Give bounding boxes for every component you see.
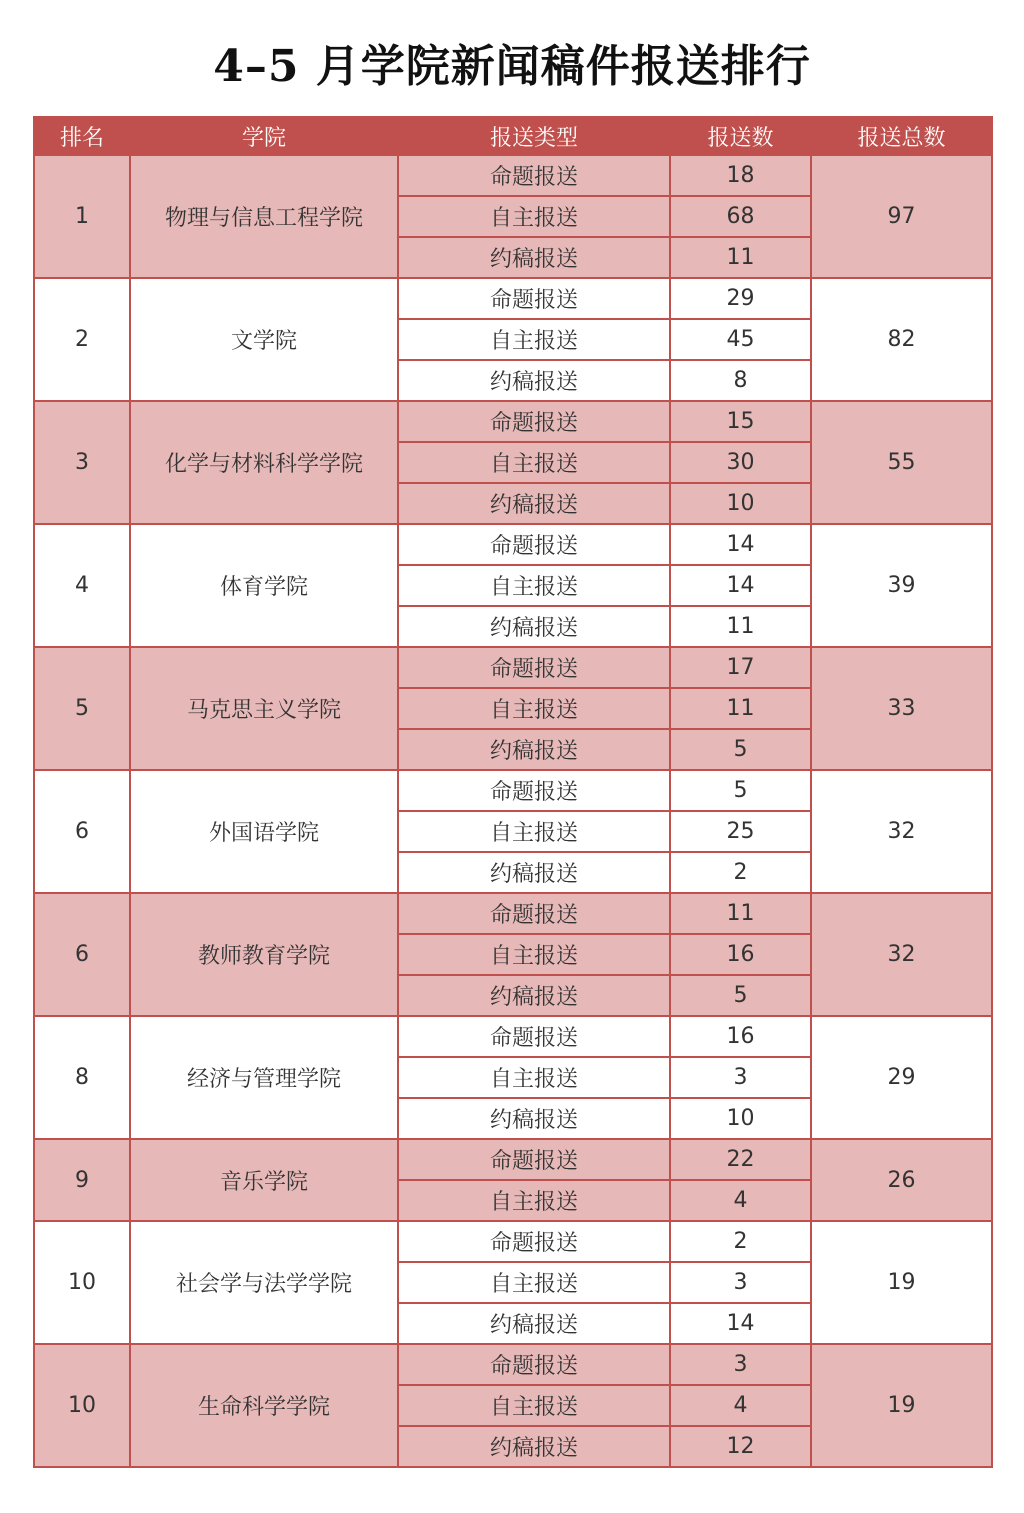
report-count-cell: 2 [670, 852, 811, 893]
report-type-cell: 约稿报送 [398, 729, 670, 770]
college-cell: 教师教育学院 [130, 893, 398, 1016]
report-type-cell: 命题报送 [398, 647, 670, 688]
report-count-cell: 14 [670, 1303, 811, 1344]
college-cell: 文学院 [130, 278, 398, 401]
report-count-cell: 4 [670, 1385, 811, 1426]
report-count-cell: 16 [670, 1016, 811, 1057]
college-cell: 马克思主义学院 [130, 647, 398, 770]
table-row [34, 524, 992, 565]
table-row [34, 278, 992, 319]
report-count-cell: 17 [670, 647, 811, 688]
report-count-cell: 5 [670, 729, 811, 770]
report-type-cell: 命题报送 [398, 524, 670, 565]
report-type-cell: 命题报送 [398, 1344, 670, 1385]
report-count-cell: 16 [670, 934, 811, 975]
report-type-cell: 自主报送 [398, 1057, 670, 1098]
report-count-cell: 4 [670, 1180, 811, 1221]
total-cell: 33 [811, 647, 992, 770]
report-count-cell: 8 [670, 360, 811, 401]
report-count-cell: 3 [670, 1057, 811, 1098]
rank-cell: 5 [34, 647, 130, 770]
rank-cell: 6 [34, 770, 130, 893]
report-count-cell: 15 [670, 401, 811, 442]
total-cell: 19 [811, 1221, 992, 1344]
report-type-cell: 约稿报送 [398, 483, 670, 524]
rank-cell: 6 [34, 893, 130, 1016]
report-count-cell: 3 [670, 1262, 811, 1303]
rank-cell: 9 [34, 1139, 130, 1221]
report-type-cell: 自主报送 [398, 319, 670, 360]
report-count-cell: 11 [670, 606, 811, 647]
report-count-cell: 12 [670, 1426, 811, 1467]
report-type-cell: 约稿报送 [398, 360, 670, 401]
report-count-cell: 29 [670, 278, 811, 319]
report-type-cell: 命题报送 [398, 1139, 670, 1180]
report-type-cell: 约稿报送 [398, 852, 670, 893]
total-cell: 29 [811, 1016, 992, 1139]
header-total: 报送总数 [811, 117, 992, 155]
report-count-cell: 5 [670, 975, 811, 1016]
table-row [34, 770, 992, 811]
college-cell: 社会学与法学学院 [130, 1221, 398, 1344]
report-count-cell: 68 [670, 196, 811, 237]
rank-cell: 8 [34, 1016, 130, 1139]
ranking-table [33, 116, 993, 1468]
total-cell: 26 [811, 1139, 992, 1221]
college-cell: 生命科学学院 [130, 1344, 398, 1467]
report-type-cell: 命题报送 [398, 893, 670, 934]
report-type-cell: 约稿报送 [398, 1303, 670, 1344]
report-type-cell: 自主报送 [398, 196, 670, 237]
table-row [34, 893, 992, 934]
report-count-cell: 11 [670, 237, 811, 278]
report-type-cell: 自主报送 [398, 688, 670, 729]
report-type-cell: 自主报送 [398, 565, 670, 606]
rank-cell: 1 [34, 155, 130, 278]
total-cell: 19 [811, 1344, 992, 1467]
rank-cell: 4 [34, 524, 130, 647]
report-count-cell: 22 [670, 1139, 811, 1180]
rank-cell: 10 [34, 1221, 130, 1344]
table-row [34, 155, 992, 196]
report-count-cell: 18 [670, 155, 811, 196]
college-cell: 物理与信息工程学院 [130, 155, 398, 278]
report-type-cell: 自主报送 [398, 1262, 670, 1303]
table-row [34, 1221, 992, 1262]
total-cell: 39 [811, 524, 992, 647]
report-type-cell: 命题报送 [398, 401, 670, 442]
report-type-cell: 约稿报送 [398, 1098, 670, 1139]
report-count-cell: 5 [670, 770, 811, 811]
report-count-cell: 45 [670, 319, 811, 360]
header-type: 报送类型 [398, 117, 670, 155]
report-count-cell: 11 [670, 688, 811, 729]
report-type-cell: 自主报送 [398, 811, 670, 852]
header-rank: 排名 [34, 117, 130, 155]
report-count-cell: 30 [670, 442, 811, 483]
total-cell: 32 [811, 770, 992, 893]
report-count-cell: 14 [670, 524, 811, 565]
total-cell: 82 [811, 278, 992, 401]
page-title: 4–5 月学院新闻稿件报送排行 [213, 41, 811, 92]
report-count-cell: 25 [670, 811, 811, 852]
table-body [34, 155, 992, 1467]
header-college: 学院 [130, 117, 398, 155]
table-row [34, 401, 992, 442]
report-count-cell: 14 [670, 565, 811, 606]
rank-cell: 10 [34, 1344, 130, 1467]
report-type-cell: 约稿报送 [398, 975, 670, 1016]
report-type-cell: 命题报送 [398, 1221, 670, 1262]
report-type-cell: 约稿报送 [398, 606, 670, 647]
report-type-cell: 约稿报送 [398, 1426, 670, 1467]
rank-cell: 2 [34, 278, 130, 401]
college-cell: 音乐学院 [130, 1139, 398, 1221]
college-cell: 外国语学院 [130, 770, 398, 893]
college-cell: 化学与材料科学学院 [130, 401, 398, 524]
report-count-cell: 2 [670, 1221, 811, 1262]
total-cell: 32 [811, 893, 992, 1016]
table-row [34, 1016, 992, 1057]
report-type-cell: 命题报送 [398, 155, 670, 196]
report-type-cell: 自主报送 [398, 1180, 670, 1221]
report-count-cell: 3 [670, 1344, 811, 1385]
report-count-cell: 11 [670, 893, 811, 934]
report-type-cell: 约稿报送 [398, 237, 670, 278]
total-cell: 97 [811, 155, 992, 278]
table-row [34, 1139, 992, 1180]
report-type-cell: 自主报送 [398, 442, 670, 483]
total-cell: 55 [811, 401, 992, 524]
report-type-cell: 命题报送 [398, 770, 670, 811]
table-row [34, 647, 992, 688]
report-type-cell: 命题报送 [398, 1016, 670, 1057]
college-cell: 经济与管理学院 [130, 1016, 398, 1139]
header-count: 报送数 [670, 117, 811, 155]
college-cell: 体育学院 [130, 524, 398, 647]
rank-cell: 3 [34, 401, 130, 524]
table-row [34, 1344, 992, 1385]
report-count-cell: 10 [670, 1098, 811, 1139]
report-count-cell: 10 [670, 483, 811, 524]
table-header-row [34, 117, 992, 155]
report-type-cell: 命题报送 [398, 278, 670, 319]
report-type-cell: 自主报送 [398, 934, 670, 975]
report-type-cell: 自主报送 [398, 1385, 670, 1426]
